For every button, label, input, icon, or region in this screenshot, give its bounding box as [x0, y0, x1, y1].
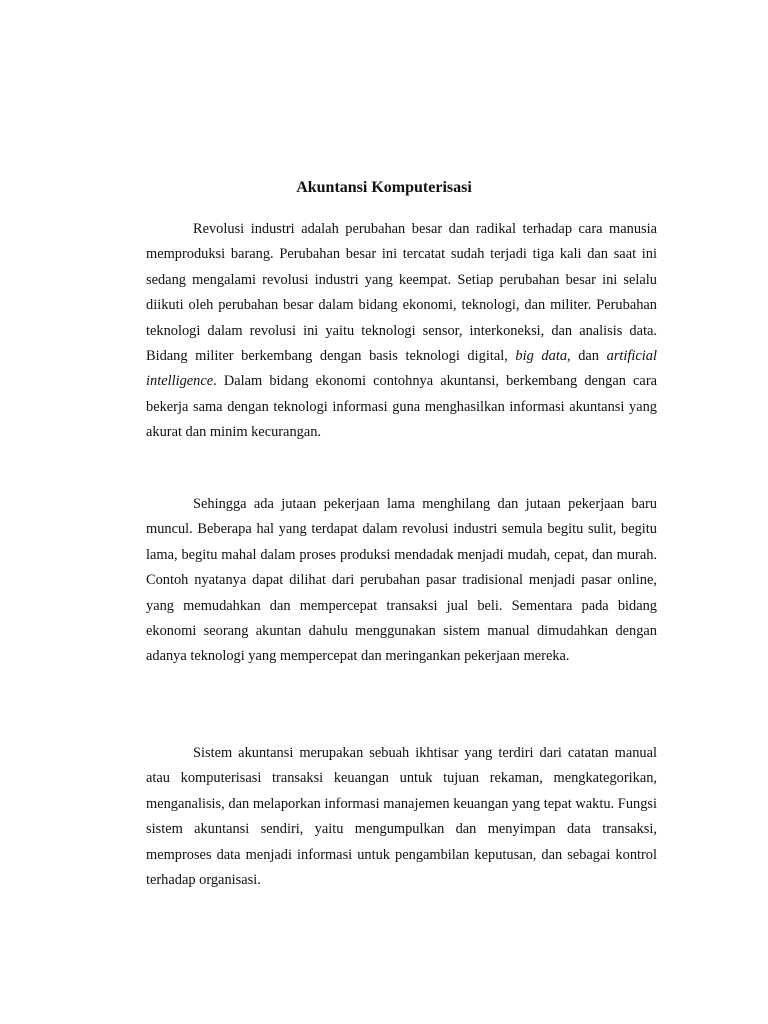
paragraph-3: Sistem akuntansi merupakan sebuah ikhtisar yang terdiri dari catatan manual atau komputerisasi transaksi keuangan untuk tujuan rekaman, mengkategorikan, menganalisis, dan melaporkan informasi manajemen keuangan yang tepat waktu. Fungsi sistem akuntansi sendiri, yaitu mengumpulkan dan menyimpan data transaksi, memproses data menjadi informasi untuk pengambilan keputusan, dan sebagai kontrol terhadap organisasi.: [146, 745, 657, 889]
paragraph-1-italic-big-data: big data,: [515, 348, 571, 365]
paragraph-1-text-c: . Dalam bidang ekonomi contohnya akuntansi, berkembang dengan cara bekerja sama dengan teknologi informasi guna menghasilkan informasi akuntansi yang akurat dan minim kecurangan.: [146, 373, 657, 441]
paragraph-2: Sehingga ada jutaan pekerjaan lama menghilang dan jutaan pekerjaan baru muncul. Beberapa hal yang terdapat dalam revolusi industri semula begitu sulit, begitu lama, begitu mahal dalam proses produksi mendadak menjadi mudah, cepat, dan murah. Contoh nyatanya dapat dilihat dari perubahan pasar tradisional menjadi pasar online, yang memudahkan dan mempercepat transaksi jual beli. Sementara pada bidang ekonomi seorang akuntan dahulu menggunakan sistem manual dimudahkan dengan adanya teknologi yang mempercepat dan meringankan pekerjaan mereka.: [146, 496, 657, 665]
paragraph-1-text-b: dan: [570, 348, 607, 365]
paragraph-1-italic-ai: artificial intelligence: [146, 348, 657, 390]
paragraph-1-text-a: Revolusi industri adalah perubahan besar dan radikal terhadap cara manusia memproduksi barang. Perubahan besar ini tercatat sudah terjadi tiga kali dan saat ini sedang mengalami revolusi industri yang keempat. Setiap perubahan besar ini selalu diikuti oleh perubahan besar dalam bidang ekonomi, teknologi, dan militer. Perubahan teknologi dalam revolusi ini yaitu teknologi sensor, interkoneksi, dan analisis data. Bidang militer berkembang dengan basis teknologi digital,: [146, 221, 657, 365]
document-title: Akuntansi Komputerisasi: [296, 179, 472, 196]
paragraph-1: [146, 217, 657, 446]
